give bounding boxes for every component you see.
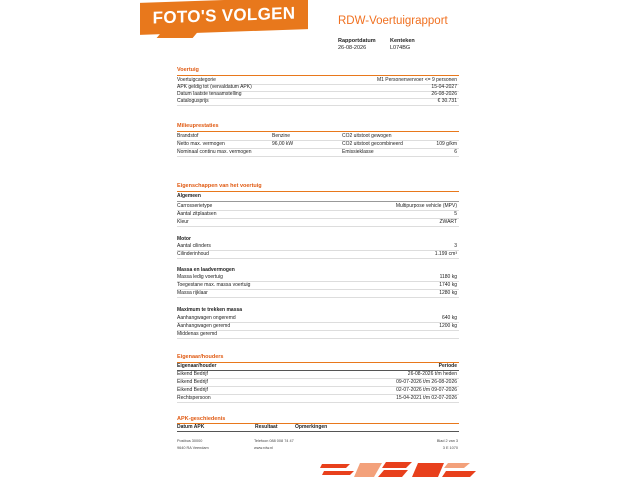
table-row: Nominaal continu max. vermogen Emissieklasse 6 [177, 149, 457, 155]
section-title-eigenaar: Eigenaar/houders [177, 354, 224, 360]
table-row: Datum laatste tenaamstelling 26-08-2026 [177, 91, 457, 97]
section-title-milieu: Milieuprestaties [177, 123, 219, 129]
section-rule [177, 131, 459, 132]
report-title: RDW-Voertuigrapport [338, 15, 448, 27]
table-row: Eikend Bedrijf 02-07-2026 t/m 09-07-2026 [177, 387, 457, 393]
table-row: Netto max. vermogen 96,00 kW CO2 uitstoot gecombineerd 109 g/km [177, 141, 457, 147]
table-row: Voertuigcategorie M1 Personenvervoer <= 9 personen [177, 77, 457, 83]
table-row: Catalogusprijs € 30.731 [177, 98, 457, 104]
subsection-rule [177, 201, 459, 202]
table-row: Eikend Bedrijf 26-08-2026 t/m heden [177, 371, 457, 377]
banner-tail [157, 30, 200, 38]
footer-page: Blad 2 van 3 3 E 1070 [436, 439, 458, 450]
table-row: Brandstof Benzine CO2 uitstoot gewogen [177, 133, 459, 141]
table-row: APK geldig tot (vervaldatum APK) 15-04-2027 [177, 84, 457, 90]
table-row: Carrosserietype Multipurpose vehicle (MPV) [177, 203, 457, 209]
table-row: Aanhangwagen ongeremd 640 kg [177, 315, 457, 321]
subsection-algemeen: Algemeen [177, 193, 201, 199]
table-row: Aanhangwagen geremd 1200 kg [177, 323, 457, 329]
table-row: Cilinderinhoud 1.199 cm³ [177, 251, 457, 257]
table-row: Kleur ZWART [177, 219, 457, 225]
table-row: Rechtspersoon 15-04-2021 t/m 02-07-2026 [177, 395, 457, 401]
subsection-trekken: Maximum te trekken massa [177, 307, 243, 313]
footer-address: Postbus 30000 9640 RA Veendam [177, 439, 209, 450]
photos-banner: FOTO'S VOLGEN NOG [140, 0, 308, 35]
table-header: Eigenaar/houder Periode [177, 363, 457, 369]
subsection-massa: Massa en laadvermogen [177, 267, 235, 273]
section-rule [177, 191, 459, 192]
table-row: Eikend Bedrijf 09-07-2026 t/m 26-08-2026 [177, 379, 457, 385]
section-rule [177, 75, 459, 76]
section-title-apk: APK-geschiedenis [177, 416, 226, 422]
table-row: Massa rijklaar 1280 kg [177, 290, 457, 296]
table-row: Toegestane max. massa voertuig 1740 kg [177, 282, 457, 288]
table-row: Aantal zitplaatsen 5 [177, 211, 457, 217]
table-header: Datum APK Resultaat Opmerkingen [177, 424, 328, 430]
section-title-eigenschappen: Eigenschappen van het voertuig [177, 183, 262, 189]
section-title-voertuig: Voertuig [177, 67, 199, 73]
footer-contact: Telefoon 088 008 74 47 www.rdw.nl [254, 439, 294, 450]
table-row: Middenas geremd [177, 331, 459, 339]
table-row: Massa ledig voertuig 1180 kg [177, 274, 457, 280]
brand-stripes-decoration [320, 460, 500, 479]
header-rule [177, 431, 459, 432]
subsection-motor: Motor [177, 236, 191, 242]
report-date: Rapportdatum 26-08-2026 [338, 38, 376, 51]
table-row: Aantal cilinders 3 [177, 243, 457, 249]
report-plate: Kenteken L074BG [390, 38, 415, 51]
